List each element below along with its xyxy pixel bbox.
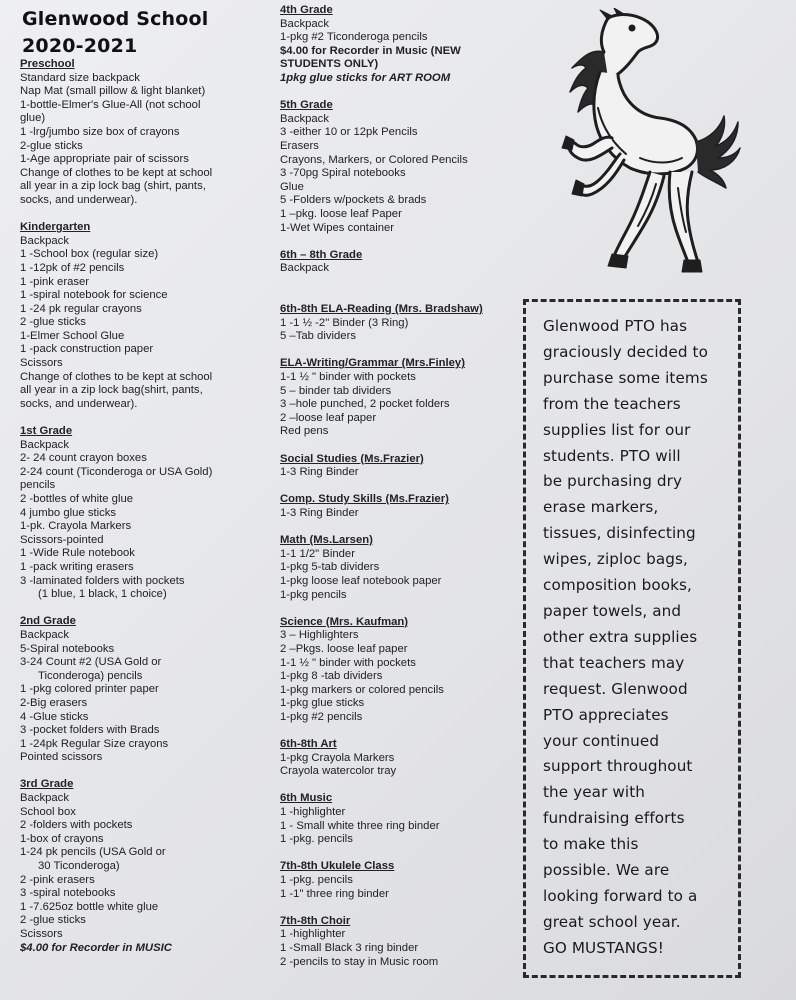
supply-item: 5-Spiral notebooks <box>20 642 115 655</box>
section-comp-study-skills-ms-frazier <box>280 493 520 520</box>
section-heading: 6th – 8th Grade <box>280 248 363 261</box>
supply-item: 3 -pocket folders with Brads <box>20 724 160 737</box>
school-title <box>22 6 209 60</box>
supply-item: Backpack <box>20 234 69 247</box>
supply-item: 3 -70pg Spiral notebooks <box>280 167 406 180</box>
supply-item: 2-Big erasers <box>20 696 88 709</box>
supply-item: (1 blue, 1 black, 1 choice) <box>38 588 167 601</box>
supply-item: 1-pkg pencils <box>280 588 347 601</box>
section-science-mrs-kaufman <box>280 616 520 725</box>
section-2nd-grade <box>20 615 270 765</box>
supply-item: 1 -lrg/jumbo size box of crayons <box>20 125 180 138</box>
pto-notice-line: the year with <box>543 783 645 802</box>
supply-item: 3-24 Count #2 (USA Gold or <box>20 656 162 669</box>
supply-item: Backpack <box>20 792 69 805</box>
supply-item: 1 -12pk of #2 pencils <box>20 261 125 274</box>
section-4th-grade <box>280 4 520 86</box>
supply-item: 2 -pink erasers <box>20 873 95 886</box>
supply-item: Ticonderoga) pencils <box>38 669 143 682</box>
section-ela-writing-grammar-mrs-finley <box>280 357 520 439</box>
supply-item: 1-Wet Wipes container <box>280 221 395 234</box>
supply-item: $4.00 for Recorder in MUSIC <box>20 941 172 954</box>
supply-item: 1-1 1/2" Binder <box>280 547 355 560</box>
supply-item: 2 -pencils to stay in Music room <box>280 955 439 968</box>
pto-notice-line: be purchasing dry <box>543 472 683 491</box>
supply-item: 1 -pink eraser <box>20 275 90 288</box>
supply-item: 1 -pack writing erasers <box>20 560 134 573</box>
pto-notice-line: wipes, ziploc bags, <box>543 550 688 569</box>
supply-item: 2-glue sticks <box>20 139 83 152</box>
supply-item: 1 -1" three ring binder <box>280 887 389 900</box>
supply-item: 1-3 Ring Binder <box>280 506 359 519</box>
supply-item: 1-pkg #2 pencils <box>280 710 363 723</box>
pto-notice-line: to make this <box>543 835 639 854</box>
supply-item: all year in a zip lock bag(shirt, pants, <box>20 384 203 397</box>
section-heading: 5th Grade <box>280 99 333 112</box>
pto-notice-line: your continued <box>543 731 660 750</box>
supply-item: 4 -Glue sticks <box>20 710 89 723</box>
supply-item: 1 -School box (regular size) <box>20 248 159 261</box>
supply-item: Scissors-pointed <box>20 533 104 546</box>
section-heading: 6th Music <box>280 792 333 805</box>
supply-item: 2-24 count (Ticonderoga or USA Gold) <box>20 465 213 478</box>
section-7th-8th-choir <box>280 915 520 969</box>
supply-item: Change of clothes to be kept at school <box>20 370 213 383</box>
supply-item: 3 -laminated folders with pockets <box>20 574 185 587</box>
section-6th-8th-art <box>280 738 520 779</box>
supply-item: STUDENTS ONLY) <box>280 58 379 71</box>
pto-notice-line: possible. We are <box>543 861 670 880</box>
supply-item: 2 -bottles of white glue <box>20 493 134 505</box>
supply-item: Erasers <box>280 139 319 152</box>
supply-item: 3 -spiral notebooks <box>20 887 116 900</box>
section-kindergarten <box>20 221 270 411</box>
supply-item: School box <box>20 805 76 818</box>
supply-item: 1-pkg 8 -tab dividers <box>280 670 383 683</box>
supply-item: Scissors <box>20 928 63 940</box>
supply-item: glue) <box>20 112 46 125</box>
section-3rd-grade <box>20 778 270 955</box>
supply-item: 1 - Small white three ring binder <box>280 819 440 832</box>
supply-item: Nap Mat (small pillow & light blanket) <box>20 85 206 98</box>
pto-notice-line: great school year. <box>543 912 681 931</box>
section-heading: Preschool <box>20 58 75 70</box>
supply-item: 5 -Folders w/pockets & brads <box>280 194 427 207</box>
section-6th-music <box>280 792 520 846</box>
pto-notice-line: Glenwood PTO has <box>543 317 688 335</box>
section-heading: 7th-8th Ukulele Class <box>280 860 395 873</box>
pto-notice-line: tissues, disinfecting <box>543 524 696 543</box>
pto-notice-line: looking forward to a <box>543 886 698 905</box>
supply-item: 2 -glue sticks <box>20 316 86 329</box>
pto-notice-line: other extra supplies <box>543 627 698 646</box>
supply-item: 3 –hole punched, 2 pocket folders <box>280 398 450 411</box>
title-school-name: Glenwood School <box>22 8 209 30</box>
section-heading: 1st Grade <box>20 425 73 438</box>
supply-item: 1 -1 ½ -2" Binder (3 Ring) <box>280 316 409 329</box>
supply-item: 1 -pack construction paper <box>20 343 154 356</box>
supply-column-left <box>20 58 270 969</box>
supply-item: 2 –loose leaf paper <box>280 411 377 424</box>
supply-item: 30 Ticonderoga) <box>38 860 120 873</box>
pto-notice-line: from the teachers <box>543 394 681 413</box>
supply-item: 1 -pkg. pencils <box>280 833 353 846</box>
supply-item: Crayons, Markers, or Colored Pencils <box>280 153 468 166</box>
supply-item: 1 -7.625oz bottle white glue <box>20 900 159 913</box>
pto-notice-text <box>543 314 741 962</box>
mustang-horse-icon <box>520 8 742 276</box>
supply-item: Glue <box>280 180 304 193</box>
supply-item: Pointed scissors <box>20 751 103 764</box>
supply-item: 1-Elmer School Glue <box>20 329 125 342</box>
supply-item: 1 -highlighter <box>280 928 346 941</box>
pto-notice-line: request. Glenwood <box>543 679 688 698</box>
pto-notice-line: graciously decided to <box>543 342 708 361</box>
pto-notice-line: support throughout <box>543 757 693 776</box>
supply-item: socks, and underwear). <box>20 193 138 206</box>
pto-notice-line: supplies list for our <box>543 420 691 439</box>
section-heading: 3rd Grade <box>20 778 74 791</box>
supply-item: 4 jumbo glue sticks <box>20 506 117 519</box>
section-heading: Science (Mrs. Kaufman) <box>280 615 409 628</box>
supply-item: 1 -highlighter <box>280 806 346 819</box>
section-7th-8th-ukulele-class <box>280 860 520 901</box>
supply-item: Crayola watercolor tray <box>280 765 397 778</box>
pto-notice-line: that teachers may <box>543 653 685 672</box>
supply-item: 2 –Pkgs. loose leaf paper <box>280 642 408 655</box>
section-1st-grade <box>20 425 270 602</box>
supply-item: 1-pkg markers or colored pencils <box>280 683 444 696</box>
title-school-year: 2020-2021 <box>22 35 138 57</box>
supply-item: 3 – Highlighters <box>280 629 359 642</box>
section-social-studies-ms-frazier <box>280 453 520 480</box>
section-preschool <box>20 58 270 208</box>
supply-item: 1 -24 pk regular crayons <box>20 302 142 315</box>
supply-item: Backpack <box>280 112 329 125</box>
supply-item: 1-Age appropriate pair of scissors <box>20 153 189 166</box>
supply-item: 2 -glue sticks <box>20 914 86 927</box>
section-5th-grade <box>280 99 520 235</box>
supply-item: 1-bottle-Elmer's Glue-All (not school <box>20 98 201 111</box>
section-heading: Social Studies (Ms.Frazier) <box>280 452 424 465</box>
supply-item: pencils <box>20 479 56 492</box>
supply-item: 2 -folders with pockets <box>20 819 133 832</box>
supply-item: 1-pkg #2 Ticonderoga pencils <box>280 31 428 44</box>
section-6th-8th-grade <box>280 249 520 276</box>
section-math-ms-larsen <box>280 534 520 602</box>
supply-item: all year in a zip lock bag (shirt, pants, <box>20 180 206 193</box>
supply-item: 1-3 Ring Binder <box>280 466 359 479</box>
supply-item: Red pens <box>280 425 329 438</box>
supply-item: Standard size backpack <box>20 71 140 84</box>
supply-item: 1 -Small Black 3 ring binder <box>280 941 419 954</box>
supply-item: Backpack <box>20 628 69 641</box>
section-heading: 6th-8th ELA-Reading (Mrs. Bradshaw) <box>280 303 483 316</box>
supply-item: 1 -Wide Rule notebook <box>20 547 135 560</box>
section-heading: ELA-Writing/Grammar (Mrs.Finley) <box>280 357 465 370</box>
supply-item: $4.00 for Recorder in Music (NEW <box>280 44 461 57</box>
supply-item: 1-box of crayons <box>20 832 104 845</box>
section-heading: 7th-8th Choir <box>280 914 351 927</box>
supply-item: 1-24 pk pencils (USA Gold or <box>20 846 166 859</box>
section-heading: 6th-8th Art <box>280 738 337 751</box>
supply-item: Backpack <box>20 438 69 451</box>
supply-item: Scissors <box>20 357 63 370</box>
supply-item: 1 -pkg colored printer paper <box>20 683 159 696</box>
pto-notice-line: PTO appreciates <box>543 705 669 724</box>
pto-notice-line: paper towels, and <box>543 601 682 620</box>
pto-notice-line: erase markers, <box>543 498 659 517</box>
supply-item: 1-pk. Crayola Markers <box>20 520 132 533</box>
supply-item: socks, and underwear). <box>20 397 138 410</box>
section-heading: Math (Ms.Larsen) <box>280 534 373 547</box>
supply-item: 5 –Tab dividers <box>280 330 356 343</box>
supply-item: 1-pkg Crayola Markers <box>280 751 395 764</box>
spacer <box>280 289 520 303</box>
supply-item: 1 –pkg. loose leaf Paper <box>280 207 402 220</box>
pto-notice-box <box>523 299 741 978</box>
section-heading: Comp. Study Skills (Ms.Frazier) <box>280 493 449 506</box>
supply-item: 5 – binder tab dividers <box>280 384 392 397</box>
supply-column-middle <box>280 4 520 983</box>
pto-notice-line: fundraising efforts <box>543 809 685 828</box>
supply-item: Change of clothes to be kept at school <box>20 166 213 179</box>
section-heading: 4th Grade <box>280 4 333 16</box>
pto-notice-line: purchase some items <box>543 368 708 387</box>
supply-item: Backpack <box>280 17 329 30</box>
supply-item: 1-pkg glue sticks <box>280 697 365 710</box>
section-6th-8th-ela-reading-mrs-bradshaw <box>280 303 520 344</box>
section-heading: Kindergarten <box>20 221 91 234</box>
supply-item: 1 -spiral notebook for science <box>20 289 168 302</box>
supply-item: Backpack <box>280 262 329 275</box>
supply-item: 1-1 ½ " binder with pockets <box>280 656 416 669</box>
supply-item: 1pkg glue sticks for ART ROOM <box>280 71 451 84</box>
supply-item: 1 -24pk Regular Size crayons <box>20 737 169 750</box>
pto-notice-line: composition books, <box>543 576 692 595</box>
supply-item: 1-1 ½ " binder with pockets <box>280 371 416 384</box>
supply-item: 2- 24 count crayon boxes <box>20 452 147 465</box>
pto-notice-line: students. PTO will <box>543 446 681 465</box>
supply-item: 3 -either 10 or 12pk Pencils <box>280 126 418 139</box>
supply-item: 1-pkg loose leaf notebook paper <box>280 574 442 587</box>
supply-item: 1-pkg 5-tab dividers <box>280 561 380 574</box>
section-heading: 2nd Grade <box>20 615 76 628</box>
pto-notice-line: GO MUSTANGS! <box>543 938 664 957</box>
supply-item: 1 -pkg. pencils <box>280 874 353 886</box>
